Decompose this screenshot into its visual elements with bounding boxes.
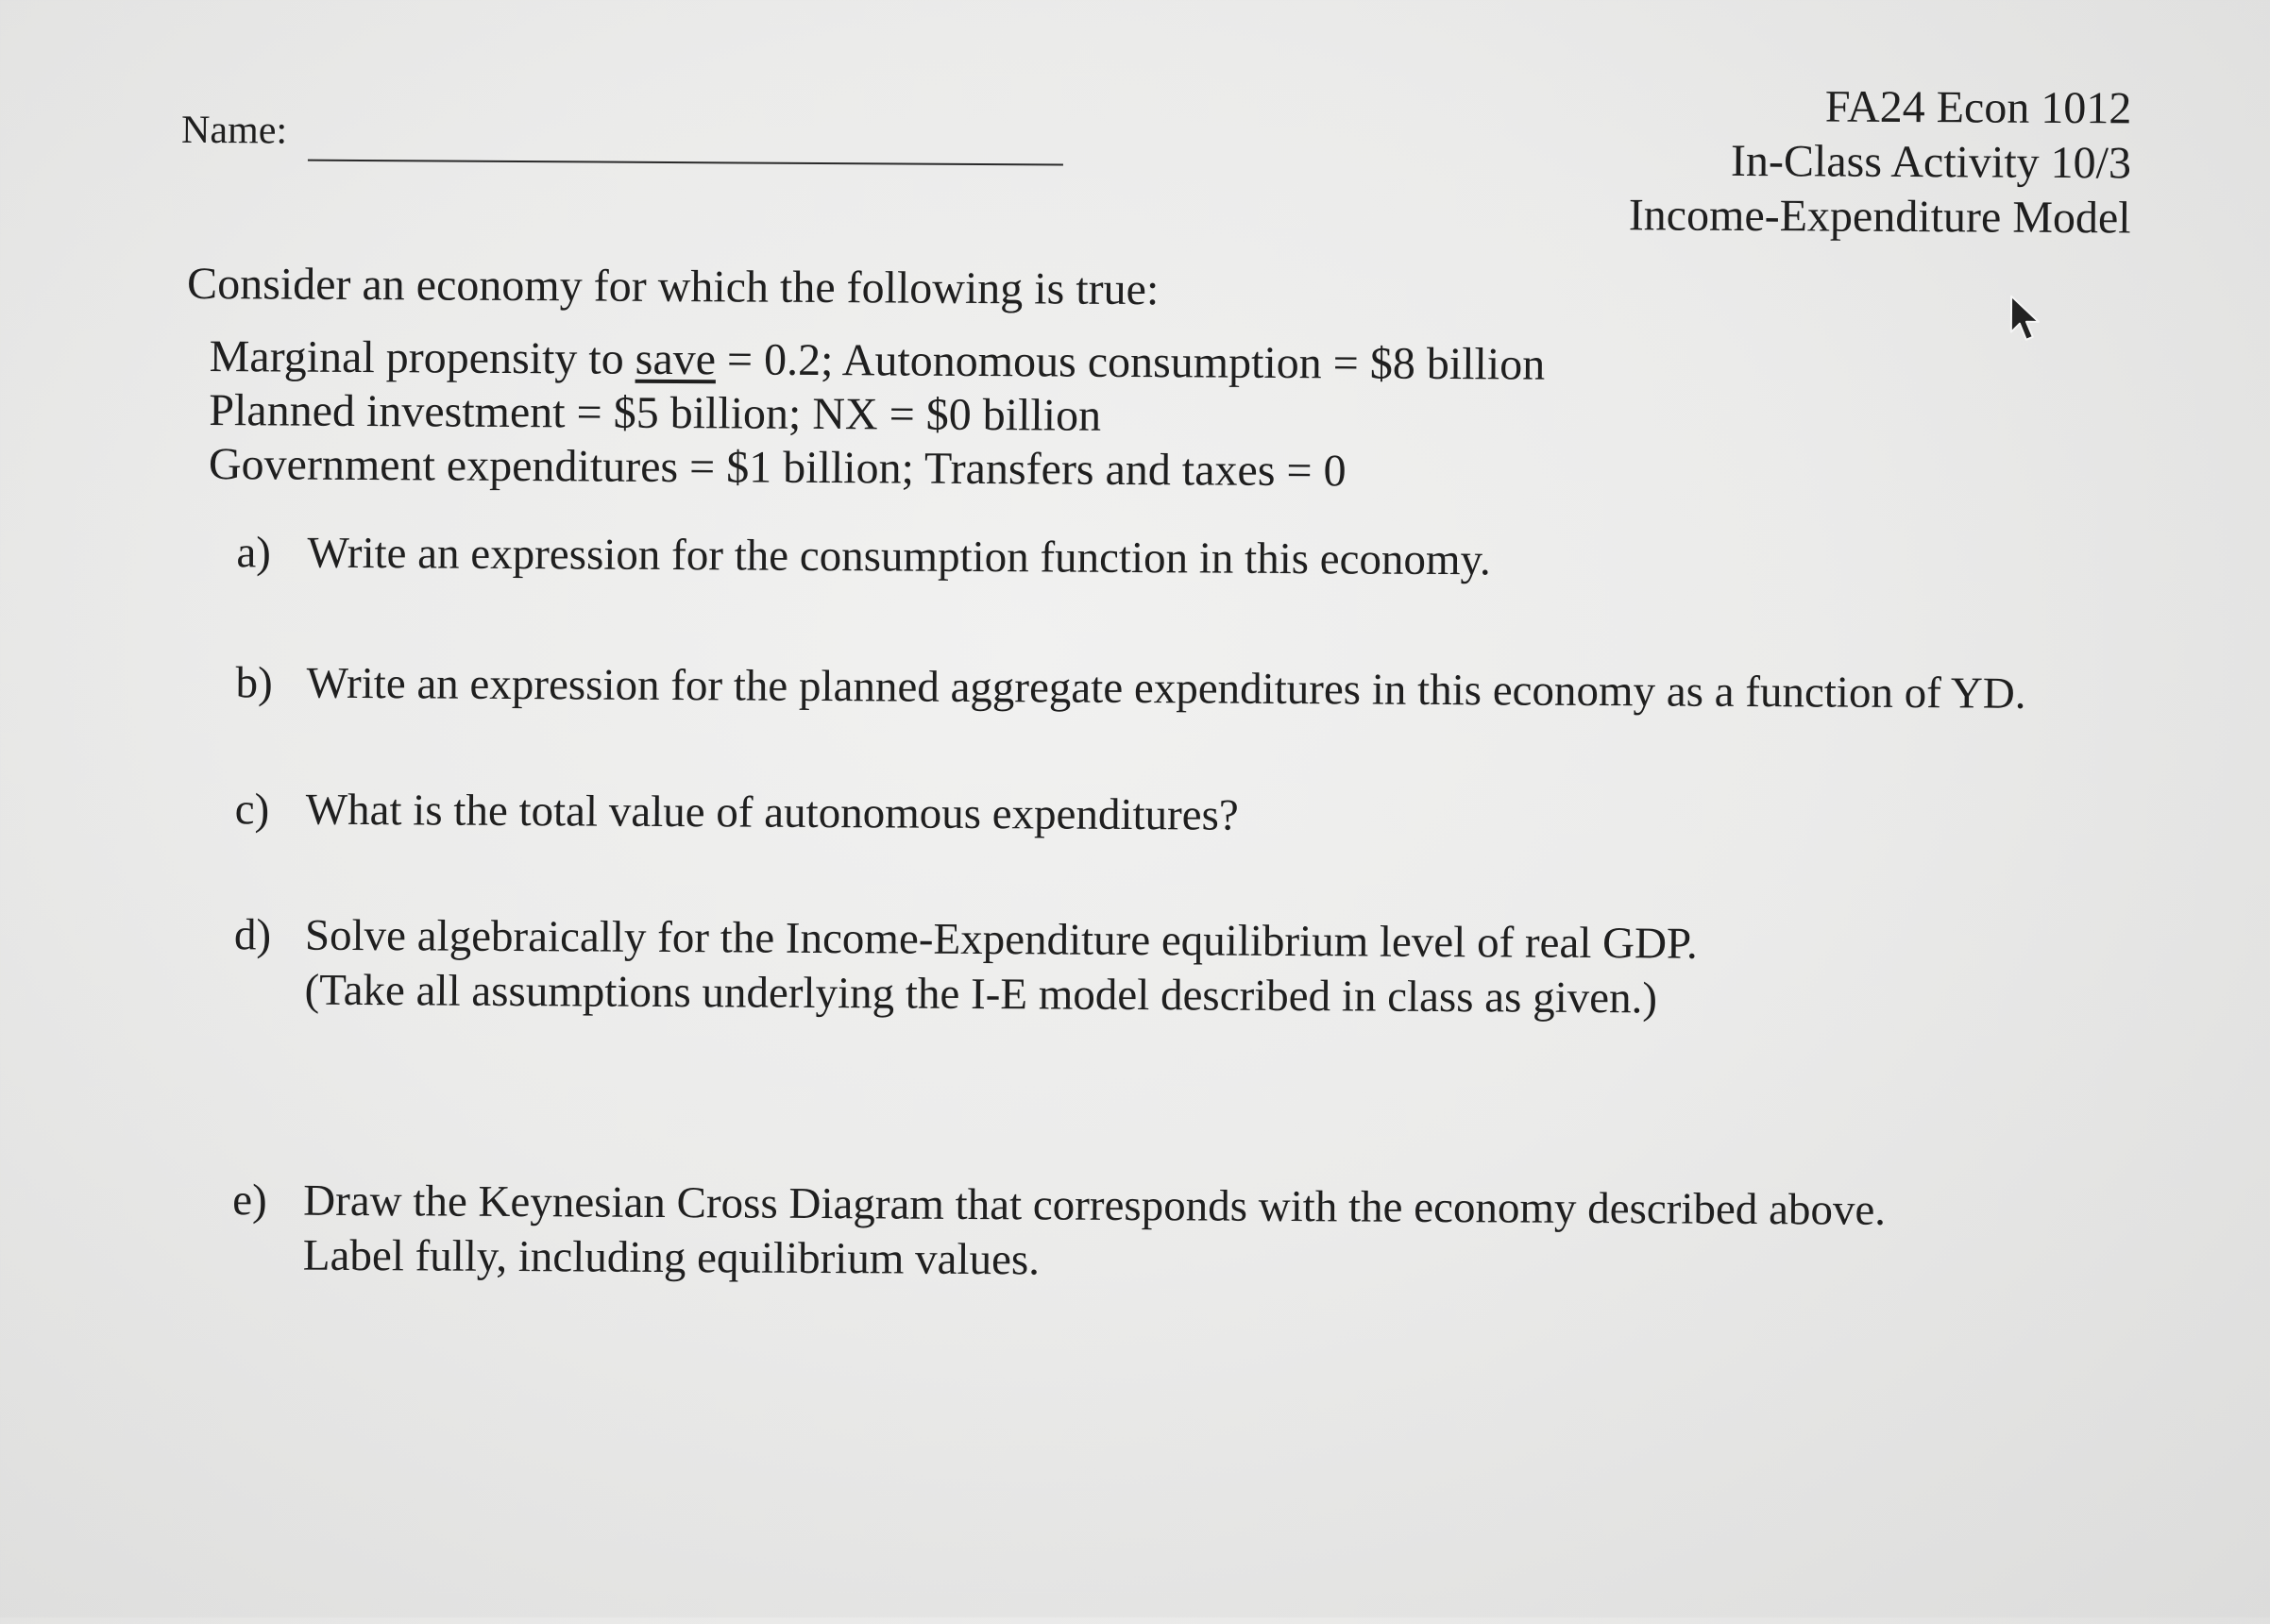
question-label: a) bbox=[236, 528, 272, 578]
question-e bbox=[232, 1173, 1887, 1293]
question-label: d) bbox=[233, 910, 272, 960]
given-line-2: Planned investment = $5 billion; NX = $0 billion bbox=[209, 385, 1102, 441]
question-text-continued: (Take all assumptions underlying the I-E model described in class as given.) bbox=[304, 965, 1658, 1023]
name-field-row bbox=[181, 106, 1063, 161]
given-line-1-underlined: save bbox=[635, 333, 717, 385]
mouse-pointer-arrow-icon bbox=[2007, 295, 2047, 344]
name-label: Name: bbox=[180, 108, 288, 153]
intro-text: Consider an economy for which the following is true: bbox=[186, 258, 1160, 315]
question-c bbox=[235, 782, 1239, 842]
topic-title: Income-Expenditure Model bbox=[1628, 190, 2131, 244]
name-blank-line bbox=[308, 160, 1063, 166]
question-text: Solve algebraically for the Income-Expenditure equilibrium level of real GDP. bbox=[304, 910, 1698, 969]
question-text-continued: Label fully, including equilibrium values. bbox=[302, 1230, 1041, 1285]
given-line-1-pre: Marginal propensity to bbox=[209, 331, 635, 384]
activity-title: In-Class Activity 10/3 bbox=[1730, 135, 2132, 189]
question-b bbox=[235, 655, 2025, 721]
given-line-3: Government expenditures = $1 billion; Transfers and taxes = 0 bbox=[208, 439, 1347, 497]
question-label: e) bbox=[232, 1176, 267, 1226]
question-d bbox=[233, 907, 1697, 1025]
question-text: Draw the Keynesian Cross Diagram that corresponds with the economy described above. bbox=[303, 1176, 1887, 1235]
course-header bbox=[1629, 78, 2132, 245]
question-text: What is the total value of autonomous expenditures? bbox=[305, 785, 1239, 840]
given-line-1-post: = 0.2; Autonomous consumption = $8 billion bbox=[715, 334, 1546, 390]
question-text: Write an expression for the consumption function in this economy. bbox=[307, 528, 1491, 585]
given-line-1 bbox=[210, 330, 1546, 392]
given-conditions bbox=[209, 330, 1546, 499]
question-list bbox=[232, 525, 2173, 1285]
question-text: Write an expression for the planned aggregate expenditures in this economy as a function of YD. bbox=[306, 658, 2026, 719]
course-title: FA24 Econ 1012 bbox=[1824, 81, 2132, 134]
question-a bbox=[236, 525, 1491, 587]
question-label: b) bbox=[235, 658, 273, 708]
question-label: c) bbox=[234, 785, 270, 835]
